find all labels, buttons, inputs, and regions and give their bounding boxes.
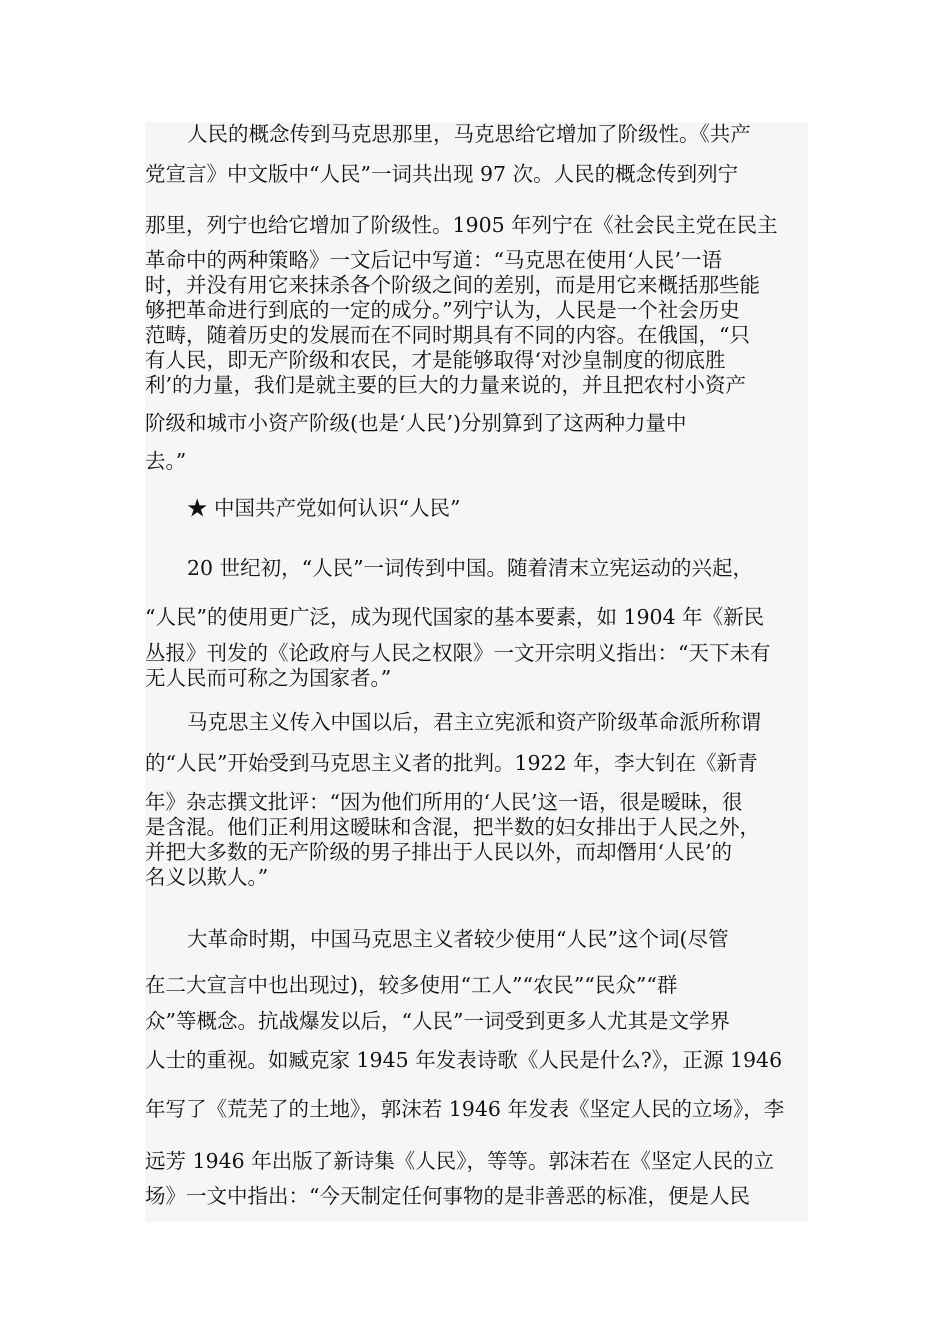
paragraph-line: 是含混。他们正利用这暧昧和含混，把半数的妇女排出于人民之外，	[145, 815, 760, 839]
paragraph-line: 丛报》刊发的《论政府与人民之权限》一文开宗明义指出：“天下未有	[145, 641, 771, 665]
paragraph-line: 利’的力量，我们是就主要的巨大的力量来说的，并且把农村小资产	[145, 373, 747, 397]
paragraph-line: 人士的重视。如臧克家 1945 年发表诗歌《人民是什么?》，正源 1946	[145, 1048, 783, 1072]
paragraph-line: 时，并没有用它来抹杀各个阶级之间的差别，而是用它来概括那些能	[145, 273, 760, 297]
paragraph-line: 党宣言》中文版中“人民”一词共出现 97 次。人民的概念传到列宁	[145, 162, 739, 186]
paragraph-line: 远芳 1946 年出版了新诗集《人民》，等等。郭沫若在《坚定人民的立	[145, 1149, 774, 1173]
paragraph-line: 马克思主义传入中国以后，君主立宪派和资产阶级革命派所称谓	[187, 710, 761, 734]
paragraph-line: 有人民，即无产阶级和农民，才是能够取得‘对沙皇制度的彻底胜	[145, 348, 726, 372]
paragraph-line: 够把革命进行到底的一定的成分。”列宁认为，人民是一个社会历史	[145, 298, 740, 322]
paragraph-line: 阶级和城市小资产阶级(也是‘人民’)分别算到了这两种力量中	[145, 411, 687, 435]
paragraph-line: 人民的概念传到马克思那里，马克思给它增加了阶级性。《共产	[187, 122, 751, 146]
paragraph-line: “人民”的使用更广泛，成为现代国家的基本要素，如 1904 年《新民	[145, 605, 765, 629]
paragraph-line: 年写了《荒芜了的土地》，郭沫若 1946 年发表《坚定人民的立场》，李	[145, 1097, 785, 1121]
paragraph-line: 革命中的两种策略》一文后记中写道：“马克思在使用‘人民’一语	[145, 248, 723, 272]
paragraph-line: 并把大多数的无产阶级的男子排出于人民以外，而却僭用‘人民’的	[145, 840, 733, 864]
paragraph-line: 的“人民”开始受到马克思主义者的批判。1922 年，李大钊在《新青	[145, 751, 758, 775]
paragraph-line: 20 世纪初，“人民”一词传到中国。随着清末立宪运动的兴起，	[187, 556, 754, 580]
paragraph-line: 场》一文中指出：“今天制定任何事物的是非善恶的标准，便是人民	[145, 1184, 750, 1208]
paragraph-line: 年》杂志撰文批评：“因为他们所用的‘人民’这一语，很是暧昧，很	[145, 790, 743, 814]
paragraph-line: 无人民而可称之为国家者。”	[145, 666, 392, 690]
paragraph-line: 范畴，随着历史的发展而在不同时期具有不同的内容。在俄国，“只	[145, 323, 750, 347]
paragraph-line: 去。”	[145, 449, 187, 473]
paragraph-line: 在二大宣言中也出现过)，较多使用“工人”“农民”“民众”“群	[145, 973, 678, 997]
paragraph-line: 大革命时期，中国马克思主义者较少使用“人民”这个词(尽管	[187, 927, 729, 951]
paragraph-line: 众”等概念。抗战爆发以后，“人民”一词受到更多人尤其是文学界	[145, 1009, 730, 1033]
paragraph-line: 名义以欺人。”	[145, 865, 269, 889]
section-heading: ★ 中国共产党如何认识“人民”	[187, 496, 461, 520]
paragraph-line: 那里，列宁也给它增加了阶级性。1905 年列宁在《社会民主党在民主	[145, 213, 778, 237]
